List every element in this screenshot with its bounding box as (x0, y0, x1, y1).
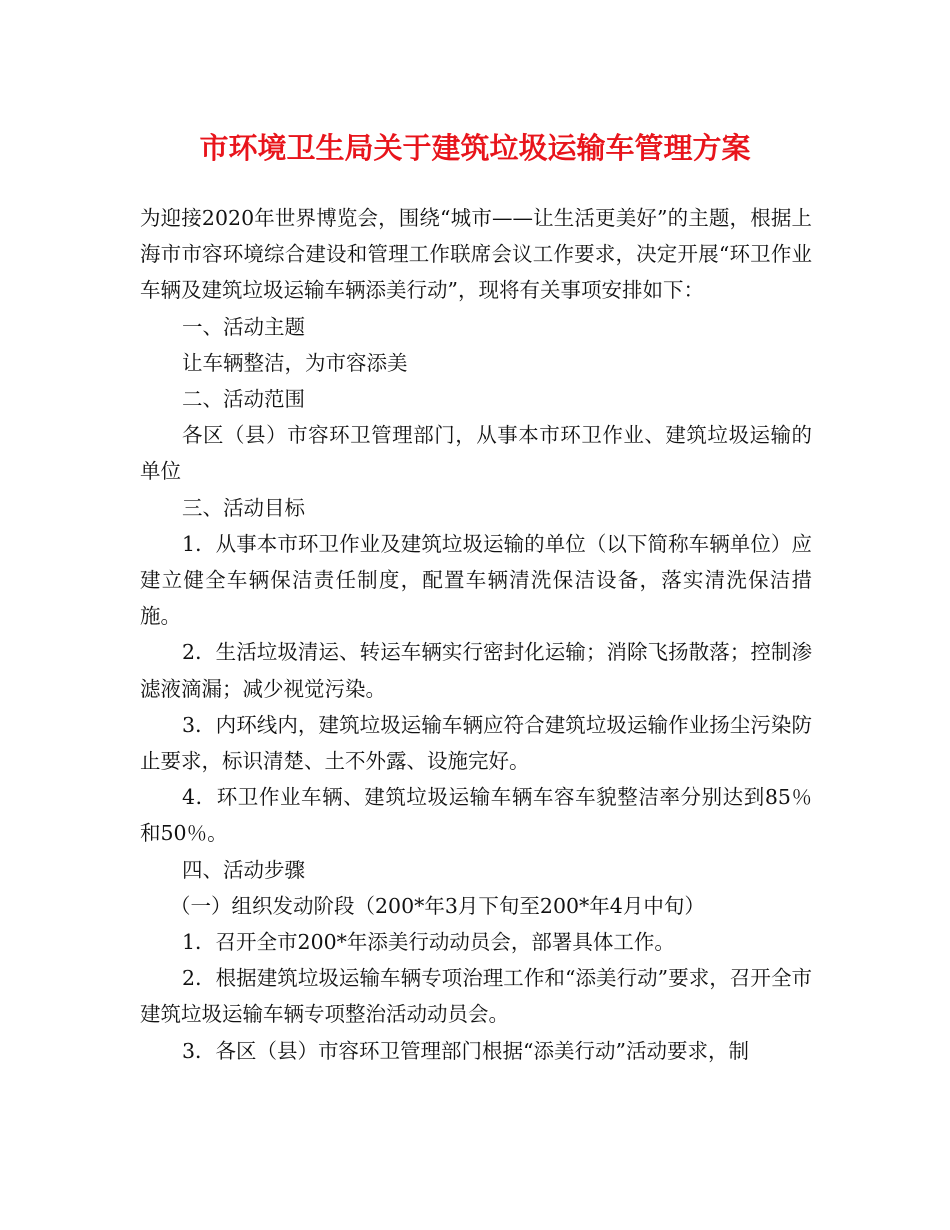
step-item-3: 3．各区（县）市容环卫管理部门根据“添美行动”活动要求，制 (182, 1038, 750, 1063)
goal-item-3: 3．内环线内，建筑垃圾运输车辆应符合建筑垃圾运输作业扬尘污染防止要求，标识清楚、土不外露、设施完好。 (140, 712, 812, 774)
goal-item-2: 2．生活垃圾清运、转运车辆实行密封化运输；消除飞扬散落；控制渗滤液滴漏；减少视觉污染。 (140, 640, 812, 701)
intro-paragraph: 为迎接2020年世界博览会，围绕“城市——让生活更美好”的主题，根据上海市市容环境综合建设和管理工作联席会议工作要求，决定开展“环卫作业车辆及建筑垃圾运输车辆添美行动”，现将有关事项安排如下： (140, 206, 812, 303)
scope-text: 各区（县）市容环卫管理部门，从事本市环卫作业、建筑垃圾运输的单位 (140, 423, 812, 484)
section-heading-theme: 一、活动主题 (182, 314, 305, 339)
section-heading-scope: 二、活动范围 (182, 387, 305, 412)
step-phase-1-heading: （一）组织发动阶段（200*年3月下旬至200*年4月中旬） (170, 893, 705, 918)
document-body (140, 200, 812, 1069)
section-heading-goals: 三、活动目标 (182, 495, 305, 520)
theme-text: 让车辆整洁，为市容添美 (182, 350, 408, 375)
step-item-1: 1．召开全市200*年添美行动动员会，部署具体工作。 (182, 930, 675, 955)
document-title: 市环境卫生局关于建筑垃圾运输车管理方案 (199, 131, 751, 165)
section-heading-steps: 四、活动步骤 (182, 857, 305, 882)
step-item-2: 2．根据建筑垃圾运输车辆专项治理工作和“添美行动”要求，召开全市建筑垃圾运输车辆专项整治活动动员会。 (140, 966, 812, 1027)
goal-item-1: 1．从事本市环卫作业及建筑垃圾运输的单位（以下简称车辆单位）应建立健全车辆保洁责任制度，配置车辆清洗保洁设备，落实清洗保洁措施。 (140, 531, 812, 629)
goal-item-4: 4．环卫作业车辆、建筑垃圾运输车辆车容车貌整洁率分别达到85％和50％。 (140, 785, 812, 846)
